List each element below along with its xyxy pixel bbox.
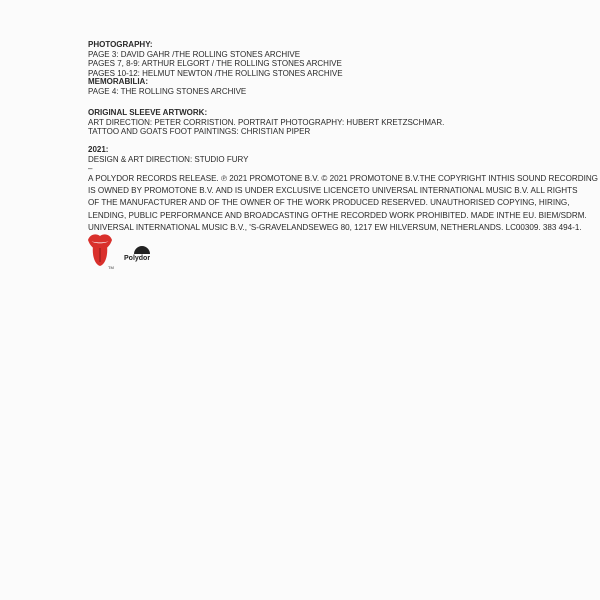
edition-credits (88, 145, 248, 174)
section-heading: 2021: (88, 145, 109, 154)
credit-line: TATTOO AND GOATS FOOT PAINTINGS: CHRISTIAN PIPER (88, 127, 311, 137)
trademark: TM (108, 265, 114, 270)
credit-line: PAGE 4: THE ROLLING STONES ARCHIVE (88, 86, 247, 96)
legal-line: A POLYDOR RECORDS RELEASE. ℗ 2021 PROMOTONE B.V. © 2021 PROMOTONE B.V.THE COPYRIGHT INTHIS SOUND RECORDING (88, 174, 598, 183)
dash: – (88, 164, 93, 174)
section-heading: MEMORABILIA: (88, 77, 148, 86)
polydor-wordmark: Polydor (124, 255, 151, 262)
polydor-logo (122, 242, 162, 262)
photography-credits (88, 40, 343, 78)
credit-line: DESIGN & ART DIRECTION: STUDIO FURY (88, 154, 249, 164)
memorabilia-credits (88, 77, 246, 96)
logos (86, 232, 176, 272)
legal-text (88, 173, 598, 234)
credit-line: PAGES 7, 8-9: ARTHUR ELGORT / THE ROLLING STONES ARCHIVE (88, 59, 342, 69)
credit-line: PAGES 10-12: HELMUT NEWTON /THE ROLLING STONES ARCHIVE (88, 68, 343, 78)
legal-line: LENDING, PUBLIC PERFORMANCE AND BROADCASTING OFTHE RECORDED WORK PROHIBITED. MADE INTHE EU. BIEM/SDRM. (88, 210, 587, 220)
section-heading: PHOTOGRAPHY: (88, 40, 153, 49)
credit-line: PAGE 3: DAVID GAHR /THE ROLLING STONES ARCHIVE (88, 49, 301, 59)
section-heading: ORIGINAL SLEEVE ARTWORK: (88, 108, 208, 117)
legal-line: UNIVERSAL INTERNATIONAL MUSIC B.V., 'S-GRAVELANDSEWEG 80, 1217 EW HILVERSUM, NETHERLANDS. LC00309. 383 494-1. (88, 222, 582, 232)
sleeve-credits (88, 108, 444, 137)
legal-line: IS OWNED BY PROMOTONE B.V. AND IS UNDER EXCLUSIVE LICENCETO UNIVERSAL INTERNATIONAL MUSIC B.V. ALL RIGHTS (88, 186, 578, 196)
legal-line: OF THE MANUFACTURER AND OF THE OWNER OF THE WORK PRODUCED RESERVED. UNAUTHORISED COPYING, HIRING, (88, 198, 570, 208)
credit-line: ART DIRECTION: PETER CORRISTION. PORTRAIT PHOTOGRAPHY: HUBERT KRETZSCHMAR. (88, 117, 445, 127)
